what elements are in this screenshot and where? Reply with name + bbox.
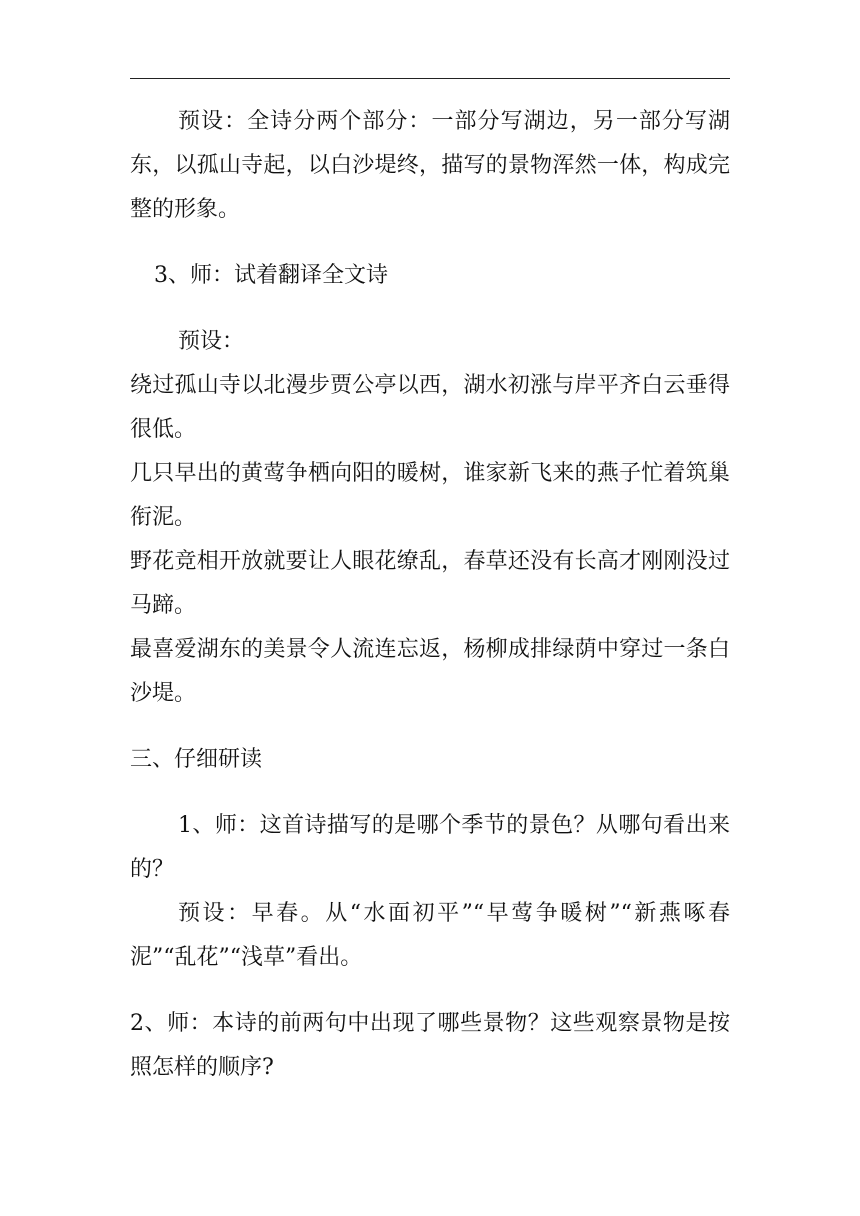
question-1: 1、师：这首诗描写的是哪个季节的景色？从哪句看出来的？ [130,813,730,882]
question-2: 2、师：本诗的前两句中出现了哪些景物？这些观察景物是按照怎样的顺序? [130,1011,730,1080]
translation-line-2: 几只早出的黄莺争栖向阳的暖树，谁家新飞来的燕子忙着筑巢衔泥。 [130,461,730,530]
section-heading-3: 三、仔细研读 [130,747,263,772]
preset-label: 预设： [178,329,245,354]
translation-line-3: 野花竞相开放就要让人眼花缭乱，春草还没有长高才刚刚没过马蹄。 [130,549,730,618]
translation-line-4: 最喜爱湖东的美景令人流连忘返，杨柳成排绿荫中穿过一条白沙堤。 [130,637,730,706]
preset-structure-paragraph: 预设：全诗分两个部分：一部分写湖边，另一部分写湖东，以孤山寺起，以白沙堤终，描写的景物浑然一体，构成完整的形象。 [130,109,730,222]
header-rule [130,78,730,79]
document-body [130,100,730,1090]
answer-1: 预设：早春。从“水面初平”“早莺争暖树”“新燕啄春泥”“乱花”“浅草”看出。 [130,901,730,970]
translation-line-1: 绕过孤山寺以北漫步贾公亭以西，湖水初涨与岸平齐白云垂得很低。 [130,373,730,442]
question-3: 3、师：试着翻译全文诗 [154,263,388,288]
